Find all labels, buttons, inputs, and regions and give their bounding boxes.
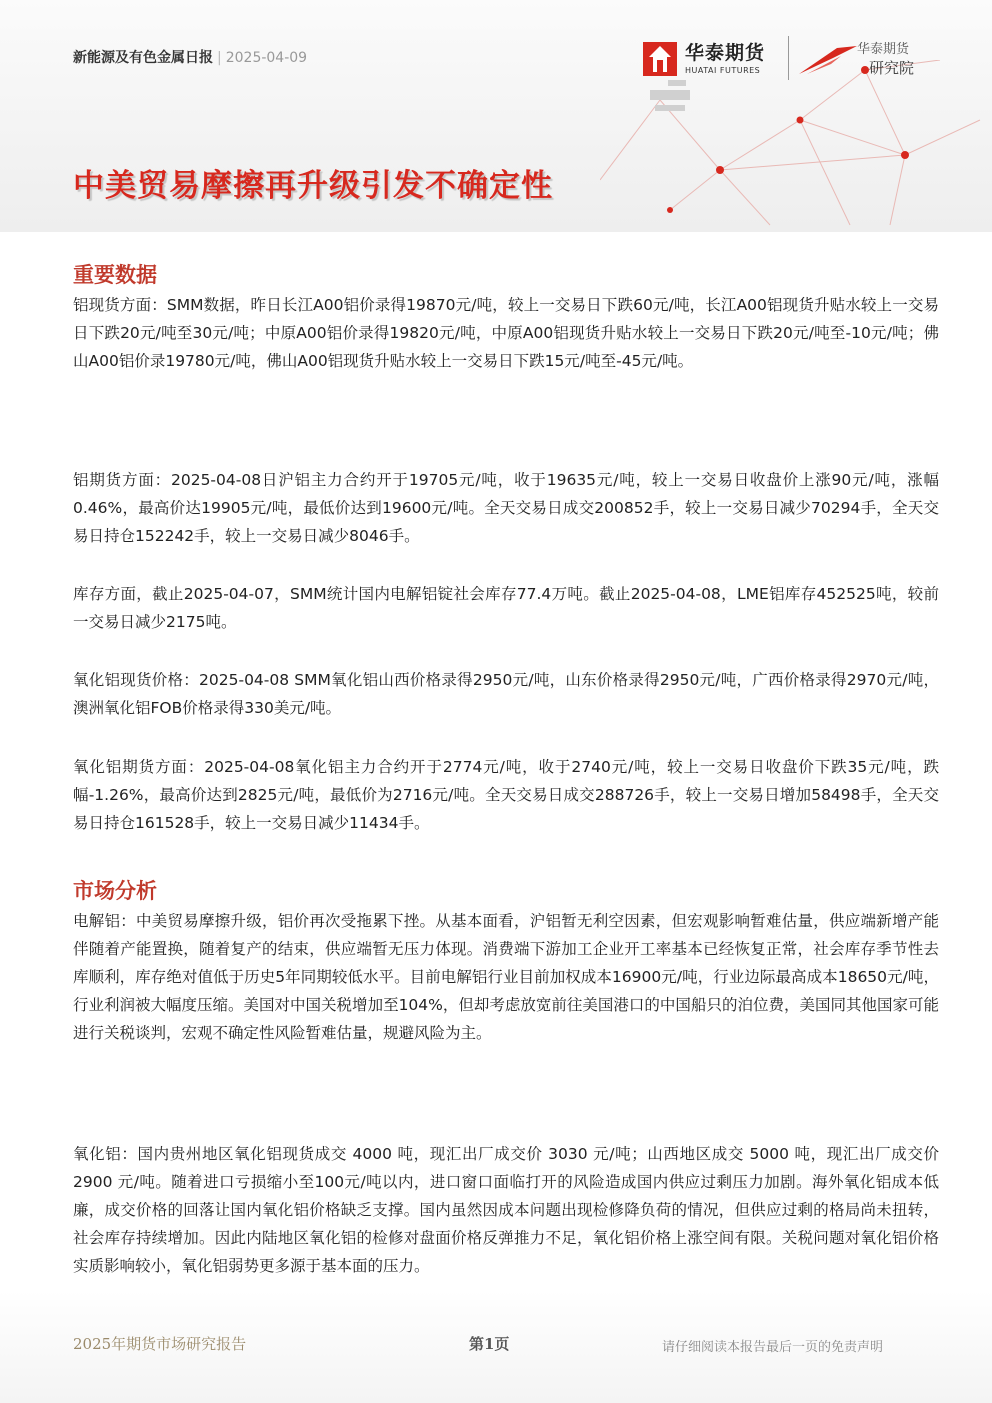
company-logo [643,36,765,82]
paragraph-aluminum-futures: 铝期货方面：2025-04-08日沪铝主力合约开于19705元/吨，收于19635元/吨，较上一交易日收盘价上涨90元/吨，涨幅0.46%，最高价达19905元/吨，最低价达到19600元/吨。全天交易日成交200852手，较上一交易日减少70294手，全天交易日持仓152242手，较上一交易日减少8046手。 [73,471,939,545]
paragraph-inventory: 库存方面，截止2025-04-07，SMM统计国内电解铝锭社会库存77.4万吨。截止2025-04-08，LME铝库存452525吨，较前一交易日减少2175吨。 [73,585,939,631]
section-heading-key-data: 重要数据 [73,263,157,287]
footer-report-title: 2025年期货市场研究报告 [73,1335,247,1353]
paragraph-electrolytic-aluminum: 电解铝：中美贸易摩擦升级，铝价再次受拖累下挫。从基本面看，沪铝暂无利空因素，但宏观影响暂难估量，供应端新增产能伴随着产能置换，随着复产的结束，供应端暂无压力体现。消费端下游加工企业开工率基本已经恢复正常，社会库存季节性去库顺利，库存绝对值低于历史5年同期较低水平。目前电解铝行业目前加权成本16900元/吨，行业边际最高成本18650元/吨，行业利润被大幅度压缩。美国对中国关税增加至104%，但却考虑放宽前往美国港口的中国船只的泊位费，美国同其他国家可能进行关税谈判，宏观不确定性风险暂难估量，规避风险为主。 [73,912,939,1042]
page-title: 中美贸易摩擦再升级引发不确定性 [73,168,553,204]
logo-cn: 华泰期货 [685,41,766,64]
paragraph-alumina-analysis: 氧化铝：国内贵州地区氧化铝现货成交 4000 吨，现汇出厂成交价 3030 元/吨；山西地区成交 5000 吨，现汇出厂成交价 2900 元/吨。随着进口亏损缩小至100元/吨以内，进口窗口面临打开的风险造成国内供应过剩压力加剧。海外氧化铝成本低廉，成交价格的回落让国内氧化铝价格缺乏支撑。国内虽然因成本问题出现检修降负荷的情况，但供应过剩的格局尚未扭转，社会库存持续增加。因此内陆地区氧化铝的检修对盘面价格反弹推力不足，氧化铝价格上涨空间有限。关税问题对氧化铝价格实质影响较小，氧化铝弱势更多源于基本面的压力。 [73,1145,939,1275]
institute-wing-icon [797,42,859,76]
logo-en: HUATAI FUTURES [685,65,761,75]
section-heading-market-analysis: 市场分析 [73,879,157,903]
institute-name-line1: 华泰期货 [857,42,910,57]
header-separator: | [217,50,222,66]
report-date: 2025-04-09 [225,50,308,66]
logo-divider [788,36,789,80]
institute-logo [797,36,927,82]
paragraph-alumina-futures: 氧化铝期货方面：2025-04-08氧化铝主力合约开于2774元/吨，收于2740元/吨，较上一交易日收盘价下跌35元/吨，跌幅-1.26%，最高价达到2825元/吨，最低价为2716元/吨。全天交易日成交288726手，较上一交易日增加58498手，全天交易日持仓161528手，较上一交易日减少11434手。 [73,758,939,832]
footer-disclaimer-note: 请仔细阅读本报告最后一页的免责声明 [662,1340,884,1355]
institute-name-line2: 研究院 [869,59,915,77]
paragraph-alumina-spot: 氧化铝现货价格：2025-04-08 SMM氧化铝山西价格录得2950元/吨，山东价格录得2950元/吨，广西价格录得2970元/吨，澳洲氧化铝FOB价格录得330美元/吨。 [73,671,939,717]
page-number: 第1页 [469,1335,510,1353]
report-series: 新能源及有色金属日报 [73,50,213,66]
network-graphic-icon [600,60,992,232]
report-name [73,47,307,67]
paragraph-aluminum-spot: 铝现货方面：SMM数据，昨日长江A00铝价录得19870元/吨，较上一交易日下跌60元/吨，长江A00铝现货升贴水较上一交易日下跌20元/吨至30元/吨；中原A00铝价录得19820元/吨，中原A00铝现货升贴水较上一交易日下跌20元/吨至-10元/吨；佛山A00铝价录19780元/吨，佛山A00铝现货升贴水较上一交易日下跌15元/吨至-45元/吨。 [73,296,939,370]
huatai-logo-icon [643,42,677,76]
